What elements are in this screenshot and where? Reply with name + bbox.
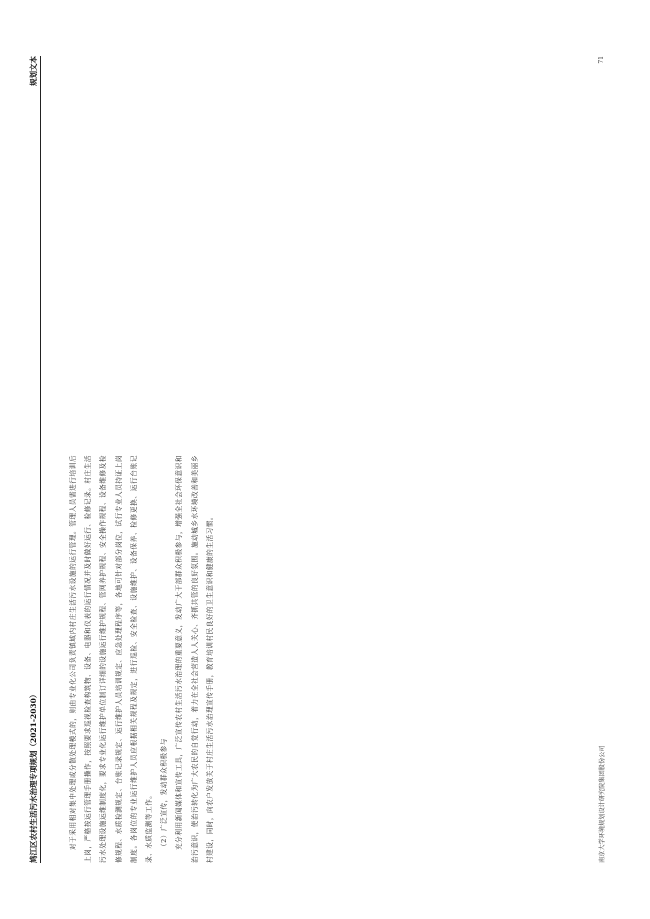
document-title: 鸠江区农村生活污水治理专项规划（2021-2030） — [29, 690, 38, 863]
header-divider — [40, 56, 41, 863]
paragraph: 对于采用相对集中处理或分散处理模式的，则由专业化公司负责镇域内村庄生活污水设施的运行管理。管理人员需进行培训后上岗，严格按运行管理手册操作，按照要求巡视检查构筑物、设备、电器和仪表的运行情况并及时做好运行、检修记录。村庄生活污水处理设施运维制度化，要求专业化运行维护单位制订详细的设施运行维护规程、管网养护规程、安全操作规程、设备维修及检修规程、水质检测规定、台账记录规定、运行维护人员培训规定、应急处理程序等，各地可针对部分岗位，试行专业人员持证上岗制度。各岗位的专业运行维护人员应根据相关规程及规定，进行巡检、安全检查、设施维护、设备保养、检修更换、运行台账记录、水质监测等工作。 — [69, 455, 154, 863]
section-heading: （2）广泛宣传，发动群众积极参与 — [160, 738, 169, 850]
page-number: 71 — [598, 56, 605, 64]
body-text — [66, 455, 218, 863]
footer-organization: 南京大学环境规划设计研究院集团股份公司 — [599, 745, 606, 863]
paragraph: 充分利用新闻媒体和宣传工具，广泛宣传农村生活污水治理的重要意义，发动广大干部群众积极参与，增强全社会环保意识和治污意识，使治污转化为广大农民的自觉行动，着力在全社会营造人人关心、齐抓共管的良好氛围。施动城乡水环境改善和美丽乡村建设，同时，向农户发放关于村庄生活污水治理宣传手册，教育培训村民良好的卫生意识和健康的生活习惯。 — [175, 455, 214, 863]
document-type-label: 规划文本 — [29, 56, 38, 86]
